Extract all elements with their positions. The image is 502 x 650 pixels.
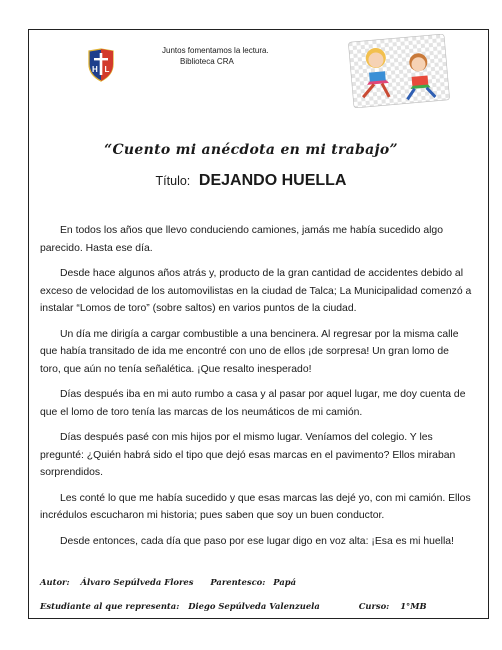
student-name: Diego Sepúlveda Valenzuela bbox=[188, 601, 320, 611]
paragraph: Días después iba en mi auto rumbo a casa y al pasar por aquel lugar, me doy cuenta de que el lomo de toro tenía las marcas de los neumáticos de mi camión. bbox=[40, 389, 466, 418]
course-label: Curso: bbox=[358, 601, 390, 611]
student-label: Estudiante al que representa: bbox=[40, 601, 180, 611]
course-value: 1°MB bbox=[400, 601, 427, 611]
children-reading-illustration-icon bbox=[347, 34, 451, 108]
svg-text:L: L bbox=[104, 65, 110, 74]
title-line bbox=[0, 172, 502, 190]
title-label: Título: bbox=[155, 174, 191, 188]
paragraph: Desde hace algunos años atrás y, producto de la gran cantidad de accidentes debido al exceso de velocidad de los automovilistas en la ciudad de Talca; La Municipalidad comenzó a instalar “Lomos de toro” (sobre saltos) en varios puntos de la ciudad. bbox=[40, 268, 472, 314]
paragraph: Desde entonces, cada día que paso por ese lugar digo en voz alta: ¡Esa es mi huella! bbox=[60, 535, 454, 547]
author-label: Autor: bbox=[40, 577, 70, 587]
paragraph: Un día me dirigía a cargar combustible a una bencinera. Al regresar por la misma calle que había transitado de ida me encontré con uno de ellos ¡de sorpresa! Un gran lomo de toro, que aún no tenía señalética. ¡Que resalto inesperado! bbox=[40, 328, 459, 375]
title-value: DEJANDO HUELLA bbox=[198, 172, 347, 189]
header-motto: Juntos fomentamos la lectura. bbox=[162, 46, 269, 55]
story-body bbox=[40, 222, 472, 558]
school-shield-logo-icon bbox=[87, 48, 115, 82]
paragraph: Días después pasé con mis hijos por el mismo lugar. Veníamos del colegio. Y les pregunté: ¿Quién habrá sido el tipo que dejó esas marcas en el pavimento? Ellos miraban sorprendidos. bbox=[40, 432, 456, 478]
author-line bbox=[40, 577, 296, 587]
header-library: Biblioteca CRA bbox=[180, 57, 234, 66]
relation-value: Papá bbox=[273, 577, 297, 587]
paragraph: Les conté lo que me había sucedido y que esas marcas las dejé yo, con mi camión. Ellos incrédulos escucharon mi historia; pues saben que soy un buen conductor. bbox=[40, 492, 471, 521]
author-name: Álvaro Sepúlveda Flores bbox=[80, 577, 194, 587]
svg-text:H: H bbox=[92, 65, 98, 74]
paragraph: En todos los años que llevo conduciendo camiones, jamás me había sucedido algo parecido. Hasta ese día. bbox=[40, 225, 443, 254]
relation-label: Parentesco: bbox=[210, 577, 266, 587]
story-heading: “Cuento mi anécdota en mi trabajo” bbox=[104, 142, 398, 158]
student-line bbox=[40, 601, 427, 611]
